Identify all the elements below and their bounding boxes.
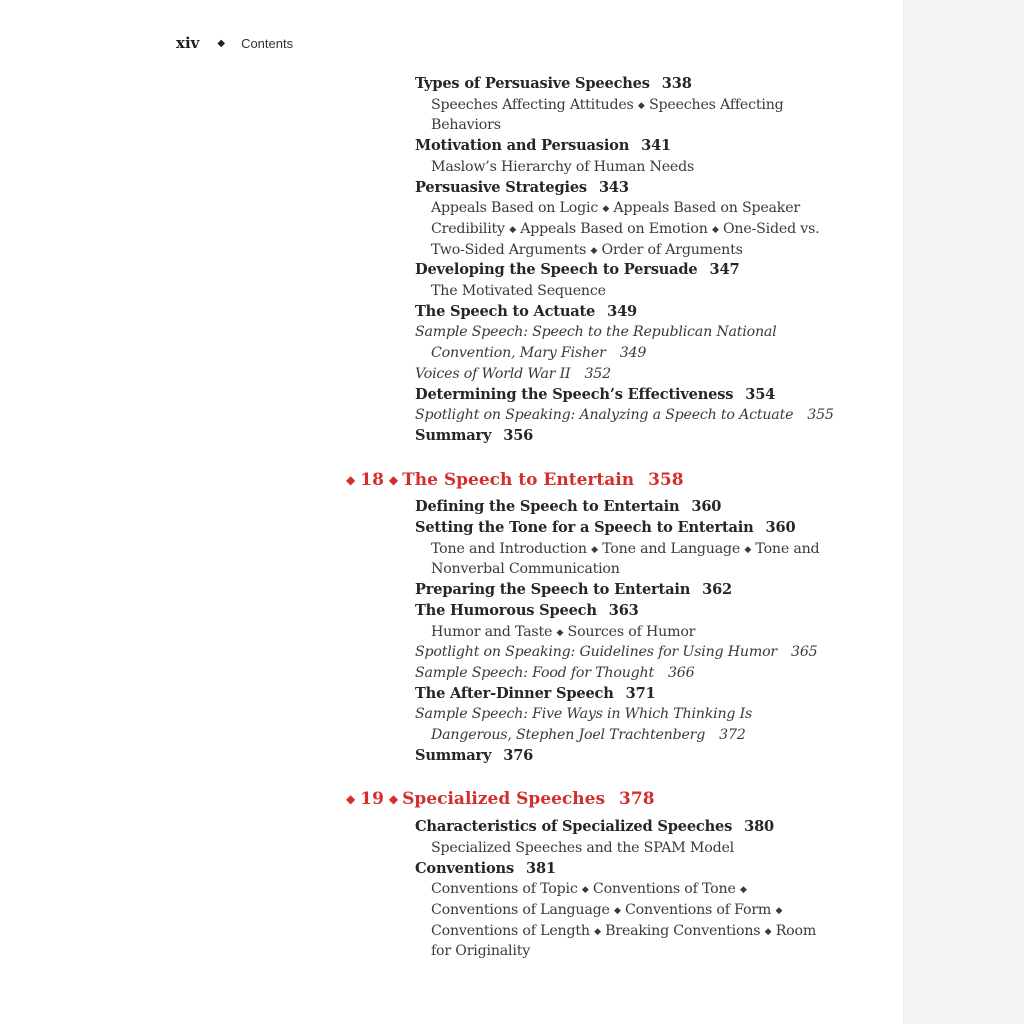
toc-page-number: 365 xyxy=(791,644,818,661)
toc-subtopics xyxy=(431,900,782,921)
toc-entry-text: The Motivated Sequence xyxy=(431,283,606,299)
toc-section-heading xyxy=(415,859,556,880)
chapter-heading xyxy=(346,468,684,492)
toc-subtopics xyxy=(431,198,800,219)
toc-section-heading xyxy=(415,136,671,157)
toc-entry-text: Specialized Speeches and the SPAM Model xyxy=(431,839,735,856)
chapter-heading xyxy=(346,787,655,811)
toc-entry-text: Summary xyxy=(415,746,492,764)
toc-feature xyxy=(415,322,777,343)
toc-entry-text: Determining the Speech’s Effectiveness xyxy=(415,385,734,403)
toc-section-heading xyxy=(415,302,637,323)
toc-entry-text: Behaviors xyxy=(431,117,501,134)
toc-entry-text: Conventions of Length ◆ Breaking Conventions ◆ Room xyxy=(431,922,817,939)
toc-page-number: 355 xyxy=(807,407,834,424)
chapter-number: 18 xyxy=(360,469,384,490)
toc-entry-text: Defining the Speech to Entertain xyxy=(415,498,680,516)
toc-entry-text: Conventions xyxy=(415,859,514,877)
toc-page-number: 366 xyxy=(667,664,695,681)
diamond-bullet-icon: ◆ xyxy=(590,245,598,256)
toc-entry-text: Speeches Affecting Attitudes ◆ Speeches Affecting xyxy=(431,96,784,113)
toc-entry-text: Nonverbal Communication xyxy=(431,561,620,578)
toc-section-heading xyxy=(415,518,795,539)
toc-section-heading xyxy=(415,684,656,705)
toc-page-number: 372 xyxy=(719,727,746,743)
toc-entry-text: Sample Speech: Food for Thought xyxy=(415,664,654,681)
toc-page-number: 360 xyxy=(691,498,722,516)
diamond-bullet-icon: ◆ xyxy=(637,100,645,111)
toc-feature xyxy=(415,642,817,663)
toc-section-heading xyxy=(415,601,639,622)
diamond-bullet-icon: ◆ xyxy=(711,224,719,235)
chapter-number: 19 xyxy=(360,789,384,810)
toc-page-number: 338 xyxy=(661,75,692,92)
page-edge-shadow xyxy=(903,0,1024,1024)
toc-entry-text: Types of Persuasive Speeches xyxy=(415,75,650,92)
chapter-title: The Speech to Entertain xyxy=(402,469,635,490)
chapter-page-number: 378 xyxy=(619,789,655,810)
toc-subtopics xyxy=(431,559,620,580)
diamond-bullet-icon: ◆ xyxy=(613,905,621,916)
red-diamond-icon: ◆ xyxy=(388,472,399,487)
toc-page-number: 352 xyxy=(584,365,611,382)
toc-feature xyxy=(415,663,694,684)
toc-entry-text: Sample Speech: Speech to the Republican National xyxy=(415,324,777,341)
toc-entry-text: The Speech to Actuate xyxy=(415,302,596,320)
toc-entry-text: Maslow’s Hierarchy of Human Needs xyxy=(431,158,695,175)
toc-feature xyxy=(415,364,611,385)
toc-entry-text: Preparing the Speech to Entertain xyxy=(415,581,691,599)
toc-entry-text: Voices of World War II xyxy=(415,365,571,382)
toc-subtopics xyxy=(431,95,784,116)
toc-section-heading xyxy=(415,580,732,601)
toc-entry-text: Spotlight on Speaking: Analyzing a Speech to Actuate xyxy=(415,407,794,424)
toc-subtopics xyxy=(431,240,743,261)
toc-subtopics xyxy=(431,921,816,942)
diamond-bullet-icon: ◆ xyxy=(591,544,598,555)
toc-entry-text: Setting the Tone for a Speech to Entertain xyxy=(415,519,754,536)
toc-page-number: 360 xyxy=(765,519,796,536)
toc-entry-text: Humor and Taste ◆ Sources of Humor xyxy=(431,623,696,640)
toc-entry-text: Developing the Speech to Persuade xyxy=(415,261,698,279)
toc-page-number: 354 xyxy=(745,385,776,403)
toc-page-number: 341 xyxy=(641,137,671,155)
toc-subtopics xyxy=(431,622,695,643)
toc-section-heading xyxy=(415,746,533,767)
toc-subtopics xyxy=(431,941,530,962)
toc-subtopics xyxy=(431,539,819,560)
toc-subtopics xyxy=(431,879,747,900)
toc-page-number: 349 xyxy=(619,345,647,362)
toc-page-number: 371 xyxy=(625,684,656,702)
toc-entry-text: Appeals Based on Logic ◆ Appeals Based on Speaker xyxy=(431,200,800,217)
toc-section-heading xyxy=(415,178,629,199)
toc-subtopics xyxy=(431,157,694,178)
diamond-bullet-icon: ◆ xyxy=(581,885,589,896)
toc-entry-text: Spotlight on Speaking: Guidelines for Using Humor xyxy=(415,644,777,661)
toc-section-heading xyxy=(415,385,775,406)
toc-entry-text: Credibility ◆ Appeals Based on Emotion ◆ One-Sided vs. xyxy=(431,220,820,237)
running-head-section: Contents xyxy=(241,35,294,51)
diamond-bullet-icon: ◆ xyxy=(739,885,747,896)
red-diamond-icon: ◆ xyxy=(388,792,399,807)
diamond-bullet-icon: ◆ xyxy=(602,204,610,215)
toc-entry-text: Tone and Introduction ◆ Tone and Language ◆ Tone and xyxy=(431,540,820,557)
diamond-bullet-icon: ◆ xyxy=(764,926,772,937)
toc-entry-text: The Humorous Speech xyxy=(415,601,597,619)
toc-entry-text: The After-Dinner Speech xyxy=(415,684,614,702)
toc-entry-text: Motivation and Persuasion xyxy=(415,137,630,155)
toc-section-heading xyxy=(415,497,721,518)
page-folio: xiv xyxy=(176,34,200,52)
toc-section-heading xyxy=(415,426,533,447)
toc-subtopics xyxy=(431,219,820,240)
toc-entry-text: Dangerous, Stephen Joel Trachtenberg xyxy=(431,727,706,743)
toc-page-number: 347 xyxy=(709,261,740,279)
running-head xyxy=(176,33,293,53)
toc-entry-text: Summary xyxy=(415,426,492,444)
toc-entry-text: Convention, Mary Fisher xyxy=(431,345,606,362)
toc-page-number: 381 xyxy=(525,859,556,877)
diamond-bullet-icon: ◆ xyxy=(556,627,564,638)
toc-entry-text: Characteristics of Specialized Speeches xyxy=(415,818,733,836)
red-diamond-icon: ◆ xyxy=(346,792,356,807)
toc-section-heading xyxy=(415,74,692,95)
toc-feature xyxy=(415,704,752,725)
toc-entry-text: Conventions of Topic ◆ Conventions of Tone ◆ xyxy=(431,881,747,898)
toc-subtopics xyxy=(431,281,606,302)
toc-page-number: 349 xyxy=(607,302,637,320)
diamond-separator-icon: ◆ xyxy=(217,37,226,49)
toc-feature xyxy=(431,343,646,364)
toc-page-number: 343 xyxy=(598,178,629,196)
toc-feature xyxy=(431,725,746,746)
toc-entry-text: Conventions of Language ◆ Conventions of Form ◆ xyxy=(431,901,783,918)
toc-feature xyxy=(415,405,834,426)
toc-subtopics xyxy=(431,115,501,136)
toc-section-heading xyxy=(415,817,774,838)
toc-page-number: 356 xyxy=(503,426,534,444)
toc-subtopics xyxy=(431,838,734,859)
diamond-bullet-icon: ◆ xyxy=(775,905,783,916)
diamond-bullet-icon: ◆ xyxy=(744,544,752,555)
toc-section-heading xyxy=(415,260,739,281)
red-diamond-icon: ◆ xyxy=(346,472,356,487)
toc-entry-text: for Originality xyxy=(431,943,531,960)
diamond-bullet-icon: ◆ xyxy=(509,224,516,235)
toc-page-number: 362 xyxy=(702,581,732,599)
toc-entry-text: Persuasive Strategies xyxy=(415,178,587,196)
toc-entry-text: Two-Sided Arguments ◆ Order of Arguments xyxy=(431,241,743,258)
chapter-page-number: 358 xyxy=(648,469,684,490)
toc-page-number: 376 xyxy=(503,746,534,764)
toc-entry-text: Sample Speech: Five Ways in Which Thinking Is xyxy=(415,706,753,723)
toc-page-number: 363 xyxy=(608,601,639,619)
chapter-title: Specialized Speeches xyxy=(402,789,606,810)
diamond-bullet-icon: ◆ xyxy=(594,926,601,937)
toc-page-number: 380 xyxy=(744,818,774,836)
